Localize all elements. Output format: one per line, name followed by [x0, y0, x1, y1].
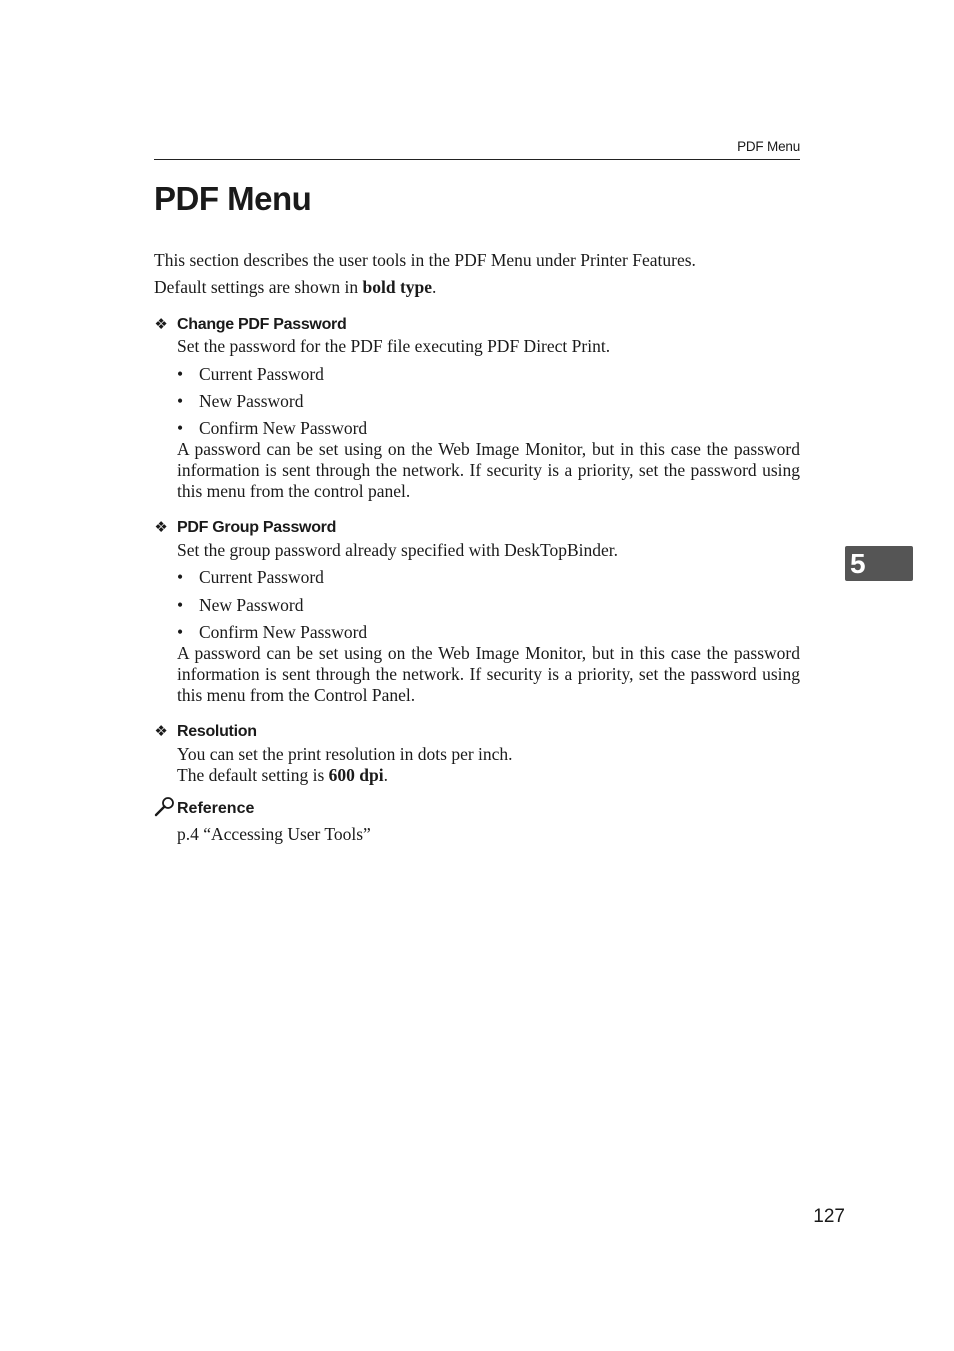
list-item: • Confirm New Password — [177, 622, 368, 642]
section-note: A password can be set using on the Web Image Monitor, but in this case the password information is sent through the network. If security is a priority, set the password using this menu from the control panel. — [177, 439, 800, 501]
section-heading-pdf-group-password: ❖ PDF Group Password — [154, 519, 337, 536]
bold-type-example: bold type — [362, 277, 433, 297]
header-rule — [154, 159, 800, 160]
intro-line-1: This section describes the user tools in the PDF Menu under Printer Features. — [154, 250, 696, 270]
list-item: • Current Password — [177, 567, 324, 587]
chapter-tab — [845, 546, 913, 581]
intro-line-2: Default settings are shown in bold type. — [154, 277, 437, 297]
section-heading-change-pdf-password: ❖ Change PDF Password — [154, 316, 347, 333]
section-note: A password can be set using on the Web Image Monitor, but in this case the password information is sent through the network. If security is a priority, set the password using this menu from the Control Panel. — [177, 643, 800, 705]
list-item: • New Password — [177, 595, 304, 615]
list-item: • New Password — [177, 391, 304, 411]
default-resolution: 600 dpi — [328, 765, 384, 785]
list-item: • Current Password — [177, 364, 324, 384]
resolution-line-1: You can set the print resolution in dots per inch. — [177, 744, 513, 764]
magnifier-icon — [154, 796, 176, 818]
chapter-number: 5 — [850, 548, 866, 579]
list-item: • Confirm New Password — [177, 418, 368, 438]
diamond-icon: ❖ — [154, 316, 168, 333]
diamond-icon: ❖ — [154, 519, 168, 536]
page-number: 127 — [813, 1206, 845, 1227]
reference-label: Reference — [177, 800, 255, 817]
section-heading-resolution: ❖ Resolution — [154, 723, 257, 740]
running-header: PDF Menu — [737, 139, 800, 154]
section-description: Set the group password already specified with DeskTopBinder. — [177, 540, 619, 560]
page-title: PDF Menu — [154, 180, 312, 217]
diamond-icon: ❖ — [154, 723, 168, 740]
section-description: Set the password for the PDF file executing PDF Direct Print. — [177, 336, 611, 356]
reference-link-text: p.4 “Accessing User Tools” — [177, 824, 371, 844]
resolution-line-2: The default setting is 600 dpi. — [177, 765, 388, 785]
